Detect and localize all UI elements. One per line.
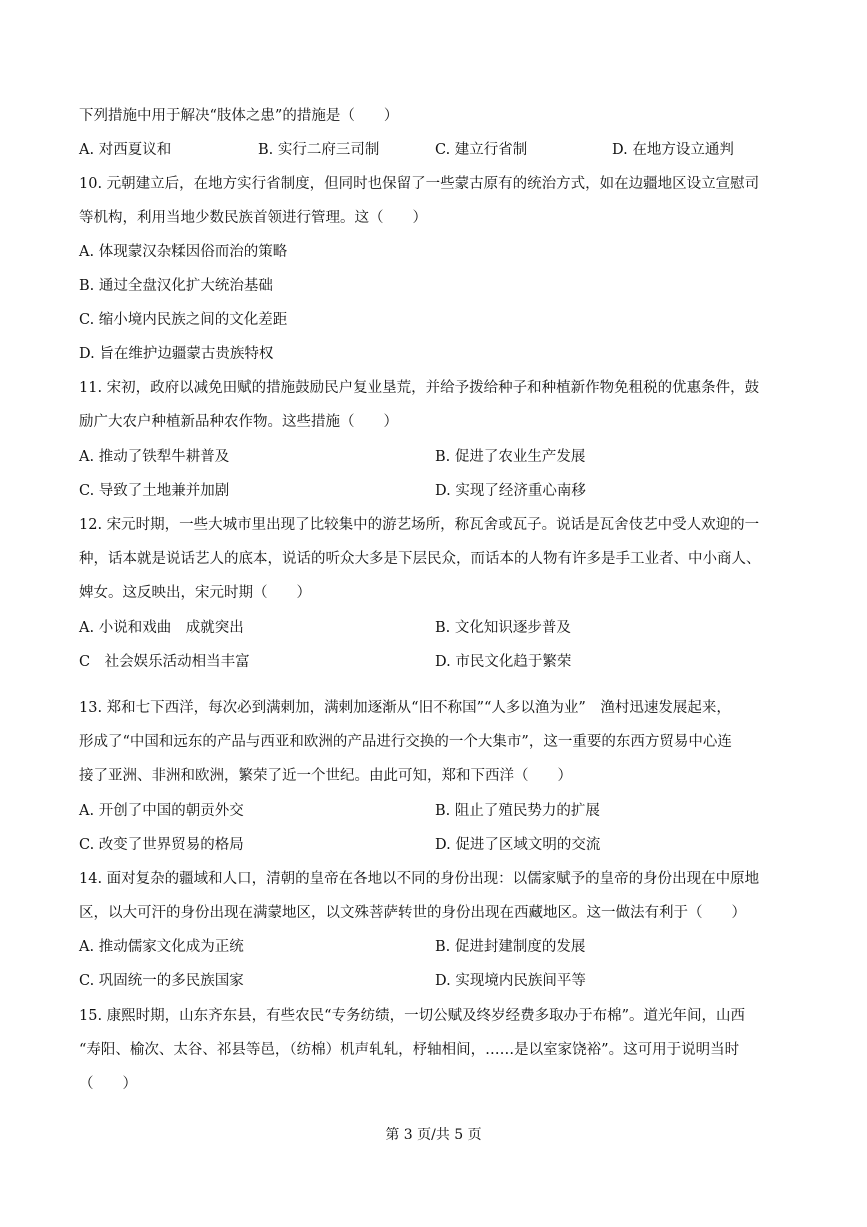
q11-stem-line: 励广大农户种植新品种农作物。这些措施（ ） (79, 414, 398, 430)
q15-stem-line: （ ） (79, 1076, 137, 1092)
q10-option-a: A. 体现蒙汉杂糅因俗而治的策略 (79, 244, 288, 260)
q14-option-a: A. 推动儒家文化成为正统 (79, 939, 244, 955)
q10-stem-line: 等机构，利用当地少数民族首领进行管理。这（ ） (79, 210, 427, 226)
q15-stem-line: 15. 康熙时期，山东齐东县，有些农民“专务纺绩，一切公赋及终岁经费多取办于布棉”。道光年间，山西 (79, 1008, 745, 1024)
q9-stem: 下列措施中用于解决“肢体之患”的措施是（ ） (79, 108, 399, 124)
page-footer: 第 3 页/共 5 页 (385, 1127, 482, 1143)
q13-stem-line: 形成了“中国和远东的产品与西亚和欧洲的产品进行交换的一个大集市”，这一重要的东西方贸易中心连 (79, 734, 732, 750)
q9-option-c: C. 建立行省制 (435, 142, 528, 158)
q13-option-b: B. 阻止了殖民势力的扩展 (435, 803, 600, 819)
q11-option-b: B. 促进了农业生产发展 (435, 449, 586, 465)
q13-option-d: D. 促进了区域文明的交流 (435, 837, 601, 853)
q11-option-c: C. 导致了土地兼并加剧 (79, 483, 230, 499)
q12-stem-line: 婢女。这反映出，宋元时期（ ） (79, 585, 311, 601)
q9-option-b: B. 实行二府三司制 (258, 142, 380, 158)
q11-option-d: D. 实现了经济重心南移 (435, 483, 586, 499)
q14-option-d: D. 实现境内民族间平等 (435, 973, 586, 989)
q15-stem-line: “寿阳、榆次、太谷、祁县等邑，（纺棉）机声轧轧，杼轴相间，……是以室家饶裕”。这可用于说明当时 (79, 1042, 740, 1058)
q10-stem-line: 10. 元朝建立后，在地方实行省制度，但同时也保留了一些蒙古原有的统治方式，如在边疆地区设立宣慰司 (79, 176, 760, 192)
q14-option-c: C. 巩固统一的多民族国家 (79, 973, 244, 989)
q10-option-d: D. 旨在维护边疆蒙古贵族特权 (79, 346, 274, 362)
q14-stem-line: 区，以大可汗的身份出现在满蒙地区，以文殊菩萨转世的身份出现在西藏地区。这一做法有利于（ ） (79, 905, 746, 921)
q12-stem-line: 种，话本就是说话艺人的底本，说话的听众大多是下层民众，而话本的人物有许多是手工业者、中小商人、 (79, 551, 761, 567)
q9-option-d: D. 在地方设立通判 (612, 142, 734, 158)
q12-option-d: D. 市民文化趋于繁荣 (435, 654, 572, 670)
q12-option-c: C 社会娱乐活动相当丰富 (79, 654, 250, 670)
q12-stem-line: 12. 宋元时期，一些大城市里出现了比较集中的游艺场所，称瓦舍或瓦子。说话是瓦舍伎艺中受人欢迎的一 (79, 517, 760, 533)
q11-stem-line: 11. 宋初，政府以减免田赋的措施鼓励民户复业垦荒，并给予拨给种子和种植新作物免租税的优惠条件，鼓 (79, 380, 760, 396)
q10-option-c: C. 缩小境内民族之间的文化差距 (79, 312, 288, 328)
q13-option-a: A. 开创了中国的朝贡外交 (79, 803, 244, 819)
q10-option-b: B. 通过全盘汉化扩大统治基础 (79, 278, 273, 294)
q13-option-c: C. 改变了世界贸易的格局 (79, 837, 244, 853)
q12-option-b: B. 文化知识逐步普及 (435, 620, 571, 636)
q9-option-a: A. 对西夏议和 (79, 142, 172, 158)
q14-stem-line: 14. 面对复杂的疆域和人口，清朝的皇帝在各地以不同的身份出现：以儒家赋予的皇帝的身份出现在中原地 (79, 871, 760, 887)
q12-option-a: A. 小说和戏曲 成就突出 (79, 620, 244, 636)
q11-option-a: A. 推动了铁犁牛耕普及 (79, 449, 230, 465)
q13-stem-line: 接了亚洲、非洲和欧洲，繁荣了近一个世纪。由此可知，郑和下西洋（ ） (79, 768, 572, 784)
q14-option-b: B. 促进封建制度的发展 (435, 939, 586, 955)
q13-stem-line: 13. 郑和七下西洋，每次必到满剌加，满剌加逐渐从“旧不称国”“人多以渔为业” 渔村迅速发展起来， (79, 700, 731, 716)
